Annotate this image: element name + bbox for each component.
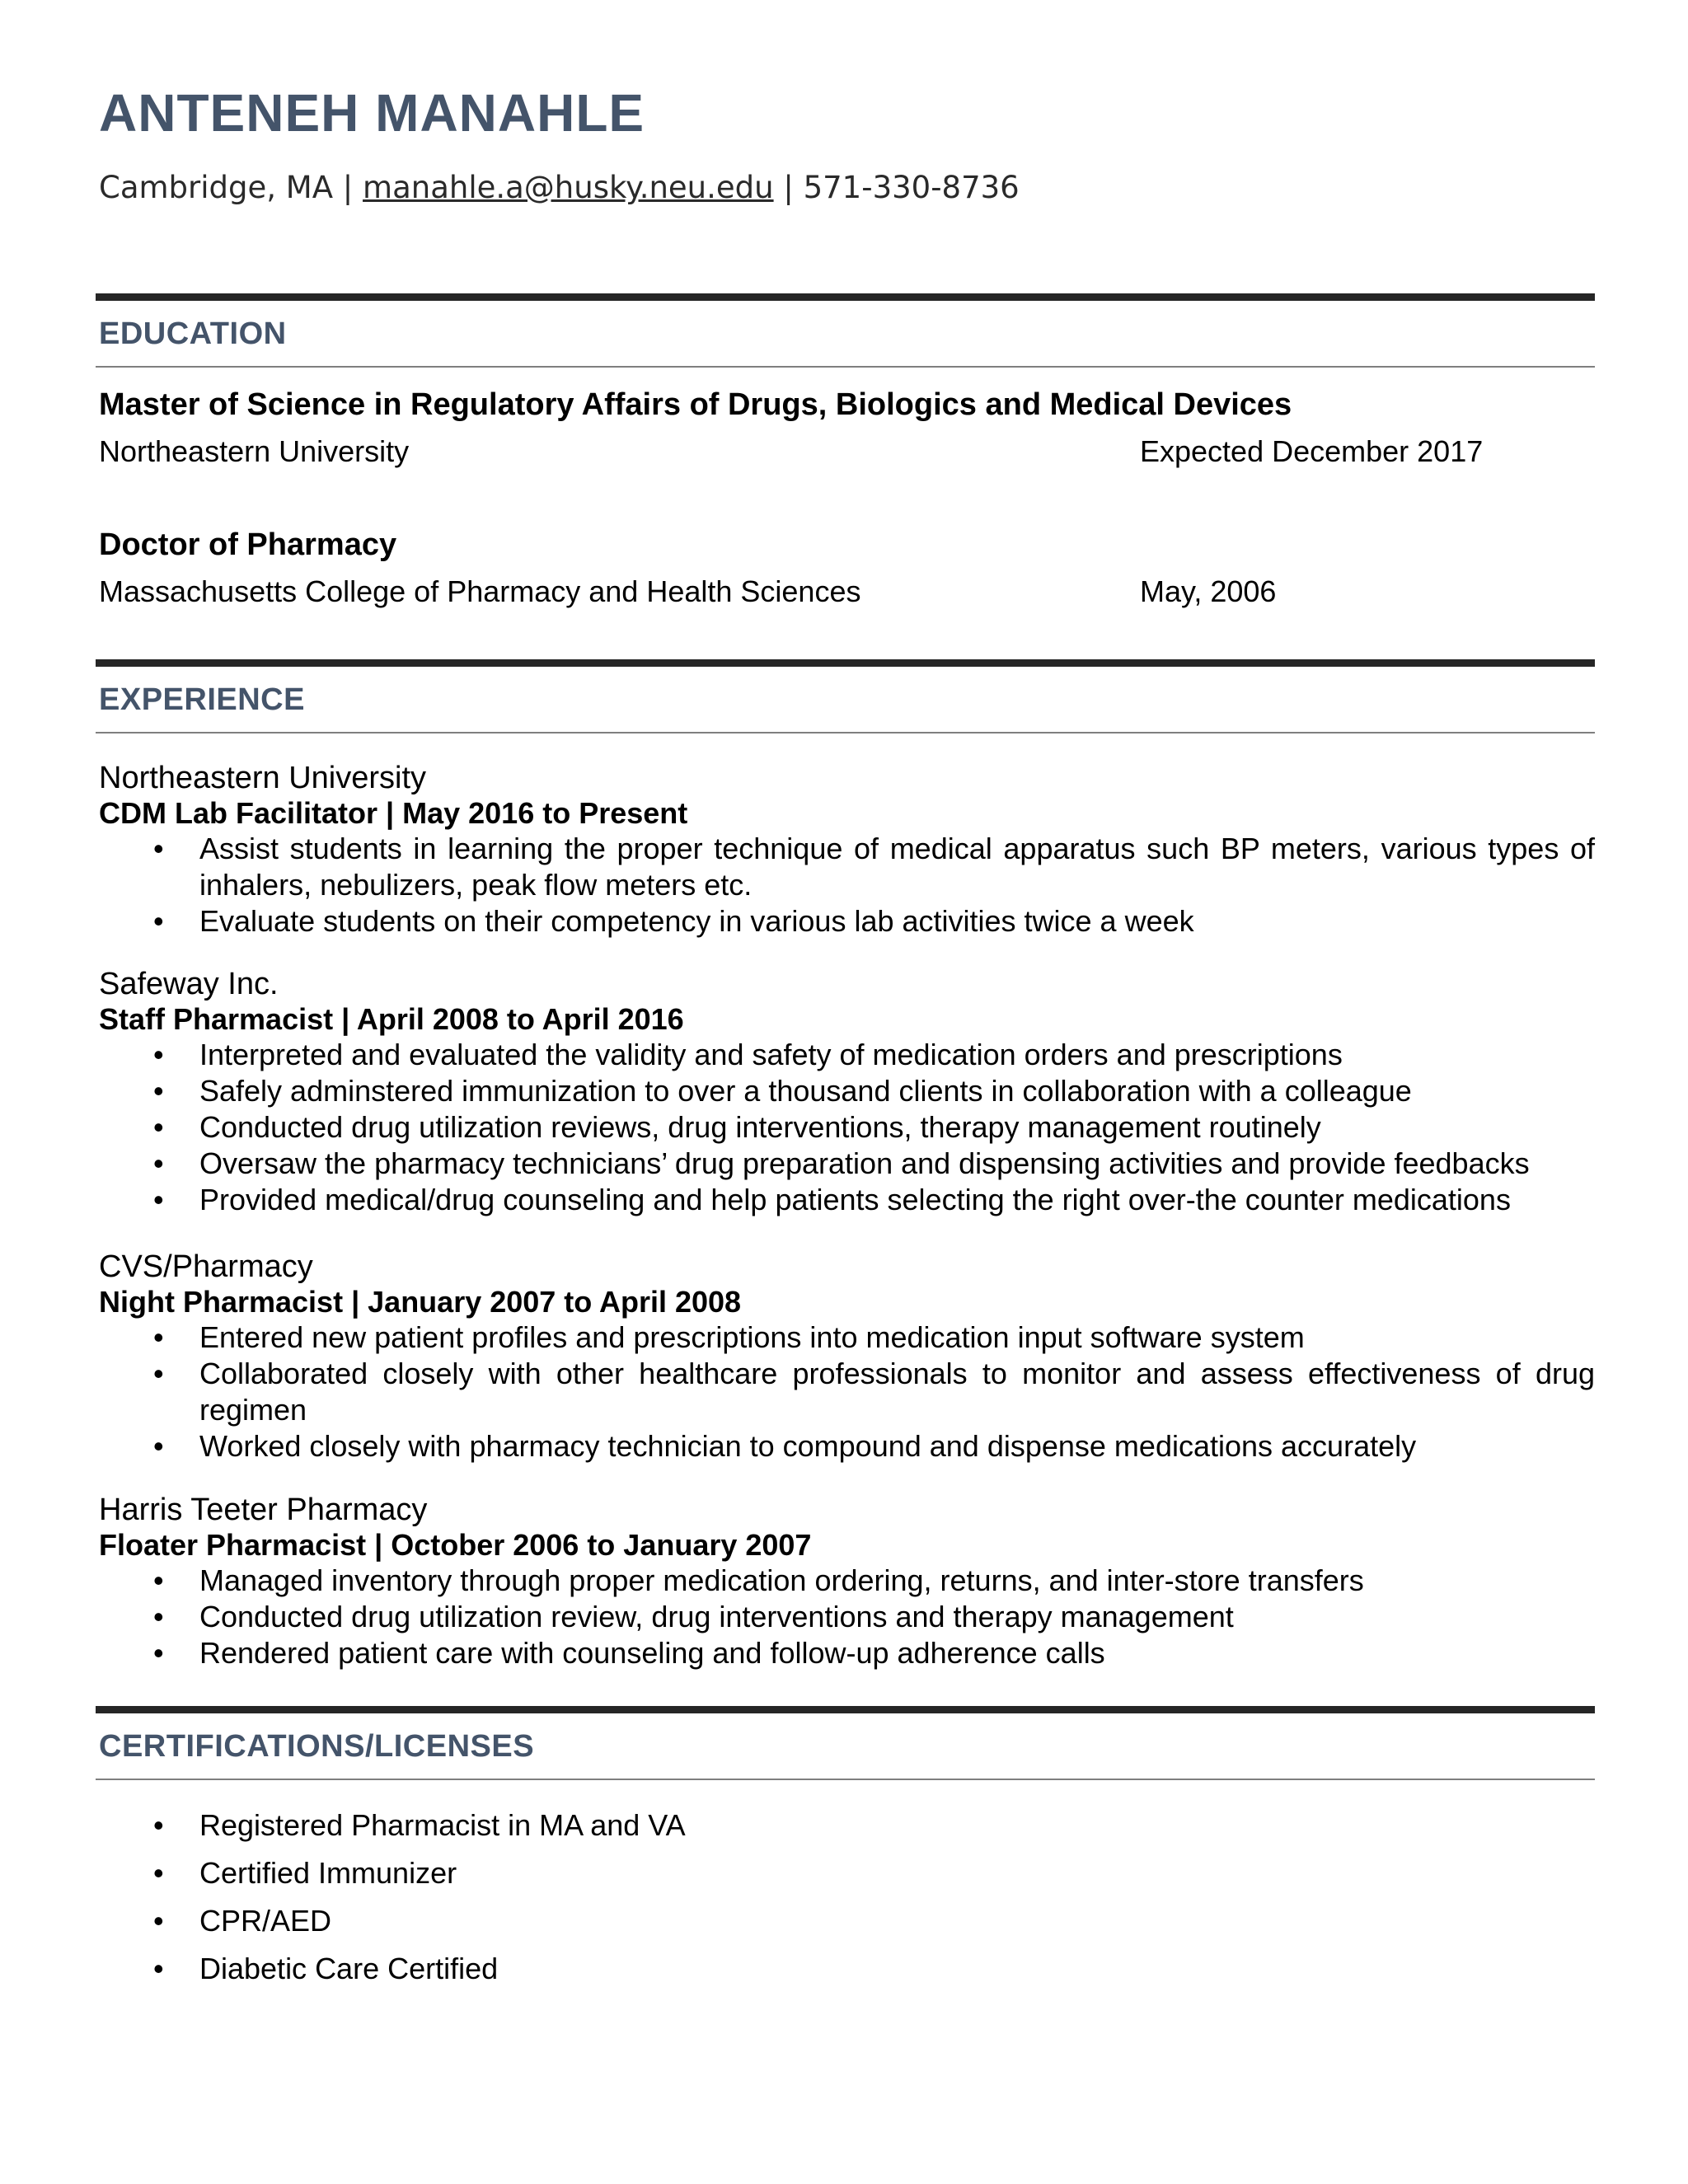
section-divider-thick xyxy=(96,1706,1595,1713)
job-bullets xyxy=(99,1319,1595,1465)
list-item: • CPR/AED xyxy=(99,1897,1595,1945)
list-item: • Conducted drug utilization reviews, drug interventions, therapy management routinely xyxy=(99,1109,1595,1146)
school-name: Northeastern University xyxy=(99,434,410,468)
education-date: Expected December 2017 xyxy=(1140,434,1484,468)
list-item: • Evaluate students on their competency in various lab activities twice a week xyxy=(99,903,1595,940)
list-item: • Safely adminstered immunization to over a thousand clients in collaboration with a colleague xyxy=(99,1073,1595,1109)
degree-title: Master of Science in Regulatory Affairs of Drugs, Biologics and Medical Devices xyxy=(99,387,1292,422)
separator: | xyxy=(783,170,794,205)
job-entry xyxy=(99,1492,1595,1671)
section-divider-thick xyxy=(96,659,1595,667)
certifications-list xyxy=(99,1802,1595,1993)
job-entry xyxy=(99,966,1595,1218)
employer-name: Safeway Inc. xyxy=(99,967,279,1001)
certifications-list-block xyxy=(99,1802,1595,1993)
phone-text: 571-330-8736 xyxy=(803,170,1020,205)
job-bullets xyxy=(99,831,1595,940)
employer-name: Northeastern University xyxy=(99,761,427,795)
list-item: • Certified Immunizer xyxy=(99,1849,1595,1897)
list-item: • Conducted drug utilization review, drug interventions and therapy management xyxy=(99,1599,1595,1635)
job-role: Floater Pharmacist | October 2006 to January 2007 xyxy=(99,1528,812,1562)
section-divider-thin xyxy=(96,1779,1595,1780)
separator: | xyxy=(342,170,354,205)
degree-title: Doctor of Pharmacy xyxy=(99,527,397,562)
list-item: • Worked closely with pharmacy technician to compound and dispense medications accurately xyxy=(99,1428,1595,1465)
contact-line xyxy=(99,170,1020,205)
location-text: Cambridge, MA xyxy=(99,170,334,205)
employer-name: CVS/Pharmacy xyxy=(99,1249,313,1284)
school-name: Massachusetts College of Pharmacy and Health Sciences xyxy=(99,574,861,608)
section-title-education: EDUCATION xyxy=(99,316,287,351)
education-entry xyxy=(99,387,1595,474)
job-role: Night Pharmacist | January 2007 to April 2008 xyxy=(99,1285,742,1319)
list-item: • Provided medical/drug counseling and help patients selecting the right over-the counter medications xyxy=(99,1182,1595,1218)
list-item: • Managed inventory through proper medication ordering, returns, and inter-store transfers xyxy=(99,1563,1595,1599)
section-divider-thin xyxy=(96,366,1595,368)
job-entry xyxy=(99,760,1595,940)
education-detail-row xyxy=(99,574,1595,614)
section-divider-thick xyxy=(96,293,1595,301)
section-divider-thin xyxy=(96,732,1595,733)
section-title-experience: EXPERIENCE xyxy=(99,682,305,717)
employer-name: Harris Teeter Pharmacy xyxy=(99,1493,428,1527)
list-item: • Collaborated closely with other healthcare professionals to monitor and assess effectiveness of drug regimen xyxy=(99,1356,1595,1428)
education-date: May, 2006 xyxy=(1140,574,1277,608)
education-detail-row xyxy=(99,434,1595,474)
job-bullets xyxy=(99,1037,1595,1218)
job-role: Staff Pharmacist | April 2008 to April 2016 xyxy=(99,1002,684,1036)
list-item: • Oversaw the pharmacy technicians’ drug preparation and dispensing activities and provide feedbacks xyxy=(99,1146,1595,1182)
list-item: • Interpreted and evaluated the validity and safety of medication orders and prescriptions xyxy=(99,1037,1595,1073)
list-item: • Diabetic Care Certified xyxy=(99,1945,1595,1993)
list-item: • Assist students in learning the proper technique of medical apparatus such BP meters, various types of inhalers, nebulizers, peak flow meters etc. xyxy=(99,831,1595,903)
candidate-name: ANTENEH MANAHLE xyxy=(99,83,645,143)
section-title-certifications: CERTIFICATIONS/LICENSES xyxy=(99,1729,535,1764)
list-item: • Entered new patient profiles and prescriptions into medication input software system xyxy=(99,1319,1595,1356)
list-item: • Registered Pharmacist in MA and VA xyxy=(99,1802,1595,1849)
list-item: • Rendered patient care with counseling and follow-up adherence calls xyxy=(99,1635,1595,1671)
education-entry xyxy=(99,527,1595,614)
job-entry xyxy=(99,1249,1595,1465)
email-link[interactable]: manahle.a@husky.neu.edu xyxy=(363,170,774,205)
job-bullets xyxy=(99,1563,1595,1671)
job-role: CDM Lab Facilitator | May 2016 to Present xyxy=(99,796,688,830)
